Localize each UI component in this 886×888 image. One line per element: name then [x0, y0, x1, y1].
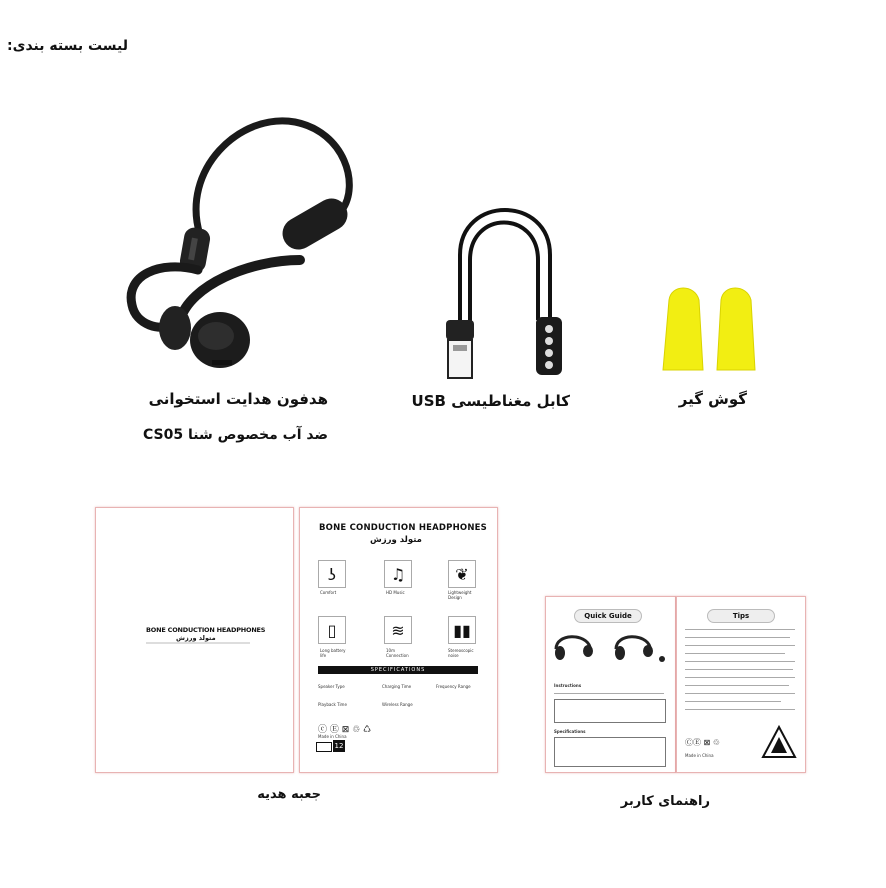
text-line: [685, 645, 795, 646]
manual-specifications-label: Specifications: [554, 729, 586, 734]
box-front-subtitle: متولد ورزش: [176, 634, 216, 642]
instructions-table: [554, 699, 666, 723]
box-front-divider: [146, 642, 250, 644]
manual-left-title: Quick Guide: [574, 609, 642, 623]
text-line: [685, 653, 785, 654]
text-line: [685, 629, 795, 630]
music-note-icon: ♫: [384, 560, 412, 588]
headphones-diagram: [552, 629, 670, 665]
age-badge: 12: [334, 742, 344, 750]
warning-triangle-icon: [761, 725, 797, 759]
gift-box-caption: جعبه هدیه: [257, 787, 321, 802]
feather-icon: ❦: [448, 560, 476, 588]
manual-right-title: Tips: [707, 609, 775, 623]
feature-label: Lightweight Design: [448, 590, 472, 600]
box-front-title: BONE CONDUCTION HEADPHONES: [146, 626, 266, 634]
feature-label: Stereoscopic noise: [448, 648, 474, 658]
specifications-table: [554, 737, 666, 767]
earplugs-caption: گوش گیر: [678, 390, 747, 408]
manual-right-page: [676, 596, 806, 773]
spec-item: Playback Time: [318, 702, 347, 707]
cable-caption: کابل مغناطیسی USB: [411, 392, 570, 410]
feature-label: Long battery life: [320, 648, 346, 658]
feature-label: 10m Connection: [386, 648, 409, 658]
gift-box-back: [299, 507, 498, 773]
text-line: [554, 693, 664, 694]
wifi-icon: ≋: [384, 616, 412, 644]
text-line: [685, 701, 781, 702]
manual-left-page: [545, 596, 676, 773]
spec-item: Charging Time: [382, 684, 412, 689]
text-line: [685, 709, 795, 710]
box-made-in: Made in China: [318, 734, 347, 739]
text-line: [685, 669, 793, 670]
barcode-icon: [316, 742, 332, 752]
text-line: [685, 693, 795, 694]
headphones-subtitle: ضد آب مخصوص شنا CS05: [143, 427, 328, 443]
ear-icon: ʖ: [318, 560, 346, 588]
spec-item: Wireless Range: [382, 702, 413, 707]
earplugs-image: [655, 278, 765, 373]
feature-label: Comfort: [320, 590, 337, 595]
text-line: [685, 685, 789, 686]
battery-icon: ▯: [318, 616, 346, 644]
headphones-image: [120, 110, 360, 375]
sound-wave-icon: ▮▮: [448, 616, 476, 644]
manual-made-in: Made in China: [685, 753, 714, 758]
gift-box-front: [95, 507, 294, 773]
spec-item: Frequency Range: [436, 684, 471, 689]
certification-icons: ⓒ Ⓔ ⊠ ♲ ♺: [318, 725, 372, 735]
text-line: [685, 637, 790, 638]
spec-item: Speaker Type: [318, 684, 345, 689]
feature-label: HD Music: [386, 590, 405, 595]
text-line: [685, 661, 795, 662]
headphones-caption: هدفون هدایت استخوانی: [148, 390, 328, 408]
manual-instructions-label: Instructions: [554, 683, 582, 688]
box-back-subtitle: متولد ورزش: [370, 535, 422, 545]
text-line: [685, 677, 795, 678]
manual-caption: راهنمای کاربر: [620, 794, 710, 809]
usb-cable-image: [440, 195, 570, 385]
spec-bar: SPECIFICATIONS: [318, 666, 478, 674]
packing-list-title: لیست بسته بندی:: [7, 38, 128, 54]
certification-icons: ⒸⒺ ⊠ ♲: [685, 738, 720, 747]
box-back-title: BONE CONDUCTION HEADPHONES: [319, 523, 487, 533]
